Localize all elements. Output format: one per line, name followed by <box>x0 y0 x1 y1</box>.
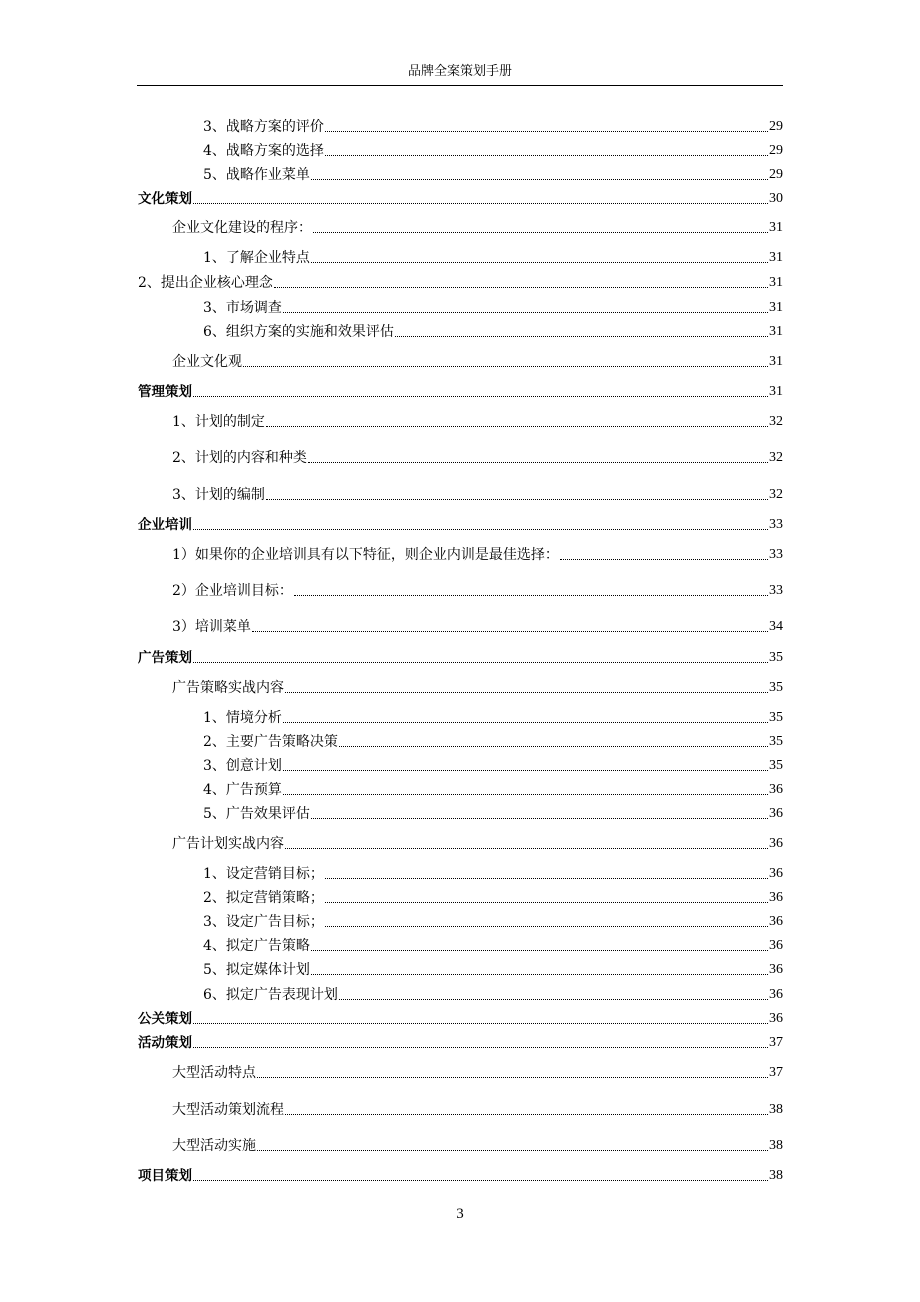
toc-entry-page-number: 36 <box>769 962 783 977</box>
toc-entry-title: 3）培训菜单 <box>172 619 251 635</box>
toc-entry-title: 1）如果你的企业培训具有以下特征，则企业内训是最佳选择： <box>172 547 559 563</box>
toc-entry-title: 5、拟定媒体计划 <box>203 962 310 978</box>
toc-entry[interactable] <box>172 351 783 371</box>
toc-dot-leader <box>325 878 768 879</box>
footer-page-number: 3 <box>456 1206 464 1222</box>
toc-dot-leader <box>193 1180 768 1181</box>
toc-entry[interactable] <box>203 935 783 955</box>
toc-entry-page-number: 31 <box>769 384 783 399</box>
toc-entry-page-number: 31 <box>769 220 783 235</box>
toc-entry[interactable] <box>172 544 783 564</box>
toc-entry-page-number: 29 <box>769 167 783 182</box>
toc-entry-page-number: 37 <box>769 1065 783 1080</box>
toc-dot-leader <box>285 1114 768 1115</box>
toc-entry-page-number: 36 <box>769 782 783 797</box>
toc-dot-leader <box>325 131 768 132</box>
toc-entry[interactable] <box>138 381 783 401</box>
toc-entry-title: 管理策划 <box>138 384 192 400</box>
toc-entry-page-number: 36 <box>769 914 783 929</box>
toc-entry[interactable] <box>203 297 783 317</box>
toc-entry-title: 2、计划的内容和种类 <box>172 450 307 466</box>
toc-entry-title: 2、主要广告策略决策 <box>203 734 338 750</box>
toc-dot-leader <box>311 974 768 975</box>
toc-entry-page-number: 38 <box>769 1168 783 1183</box>
toc-entry[interactable] <box>172 677 783 697</box>
toc-dot-leader <box>283 770 768 771</box>
toc-entry-page-number: 31 <box>769 324 783 339</box>
toc-entry-title: 1、了解企业特点 <box>203 250 310 266</box>
toc-entry-title: 3、市场调查 <box>203 300 282 316</box>
toc-entry[interactable] <box>138 1008 783 1028</box>
toc-dot-leader <box>560 559 768 560</box>
toc-entry[interactable] <box>203 731 783 751</box>
toc-dot-leader <box>193 396 768 397</box>
toc-dot-leader <box>193 1047 768 1048</box>
toc-dot-leader <box>285 848 768 849</box>
toc-entry-title: 4、广告预算 <box>203 782 282 798</box>
toc-entry-title: 文化策划 <box>138 191 192 207</box>
toc-entry-title: 4、战略方案的选择 <box>203 143 324 159</box>
toc-entry-title: 5、战略作业菜单 <box>203 167 310 183</box>
toc-dot-leader <box>274 287 768 288</box>
toc-entry[interactable] <box>203 779 783 799</box>
toc-entry[interactable] <box>203 863 783 883</box>
toc-entry-page-number: 32 <box>769 487 783 502</box>
toc-dot-leader <box>325 926 768 927</box>
toc-dot-leader <box>311 262 768 263</box>
toc-dot-leader <box>193 662 768 663</box>
toc-entry-page-number: 35 <box>769 710 783 725</box>
toc-dot-leader <box>283 794 768 795</box>
toc-dot-leader <box>325 155 768 156</box>
toc-entry[interactable] <box>203 164 783 184</box>
toc-entry[interactable] <box>138 514 783 534</box>
toc-entry[interactable] <box>172 484 783 504</box>
toc-dot-leader <box>339 999 768 1000</box>
toc-entry-title: 5、广告效果评估 <box>203 806 310 822</box>
toc-entry-page-number: 38 <box>769 1138 783 1153</box>
toc-entry-page-number: 32 <box>769 450 783 465</box>
toc-entry[interactable] <box>203 321 783 341</box>
toc-dot-leader <box>243 366 768 367</box>
toc-dot-leader <box>283 312 768 313</box>
toc-entry-page-number: 35 <box>769 680 783 695</box>
toc-entry[interactable] <box>172 616 783 636</box>
toc-entry-title: 3、创意计划 <box>203 758 282 774</box>
toc-entry[interactable] <box>172 411 783 431</box>
toc-entry[interactable] <box>203 803 783 823</box>
toc-entry[interactable] <box>172 217 783 237</box>
toc-entry-page-number: 32 <box>769 414 783 429</box>
toc-entry-page-number: 36 <box>769 890 783 905</box>
toc-entry-title: 企业文化观 <box>172 354 242 370</box>
toc-entry-title: 3、设定广告目标； <box>203 914 324 930</box>
toc-dot-leader <box>311 818 768 819</box>
toc-entry-page-number: 31 <box>769 250 783 265</box>
toc-entry-page-number: 30 <box>769 191 783 206</box>
toc-entry-page-number: 34 <box>769 619 783 634</box>
toc-entry[interactable] <box>203 116 783 136</box>
toc-entry-page-number: 31 <box>769 354 783 369</box>
toc-dot-leader <box>283 722 768 723</box>
toc-entry-title: 2、提出企业核心理念 <box>138 275 273 291</box>
toc-entry-page-number: 33 <box>769 517 783 532</box>
toc-entry[interactable] <box>172 580 783 600</box>
toc-entry[interactable] <box>203 984 783 1004</box>
toc-entry-title: 3、战略方案的评价 <box>203 119 324 135</box>
toc-entry-title: 广告计划实战内容 <box>172 836 284 852</box>
toc-entry-title: 4、拟定广告策略 <box>203 938 310 954</box>
toc-entry[interactable] <box>203 911 783 931</box>
toc-entry-title: 6、组织方案的实施和效果评估 <box>203 324 394 340</box>
toc-entry-page-number: 35 <box>769 650 783 665</box>
toc-entry-title: 公关策划 <box>138 1011 192 1027</box>
toc-entry[interactable] <box>138 188 783 208</box>
toc-entry-page-number: 31 <box>769 275 783 290</box>
toc-dot-leader <box>311 950 768 951</box>
toc-entry-title: 1、计划的制定 <box>172 414 265 430</box>
toc-entry-title: 1、设定营销目标； <box>203 866 324 882</box>
toc-entry-title: 广告策略实战内容 <box>172 680 284 696</box>
toc-entry[interactable] <box>203 247 783 267</box>
toc-entry-title: 活动策划 <box>138 1035 192 1051</box>
toc-entry-page-number: 36 <box>769 987 783 1002</box>
toc-dot-leader <box>193 1023 768 1024</box>
toc-entry[interactable] <box>203 140 783 160</box>
toc-entry-title: 项目策划 <box>138 1168 192 1184</box>
toc-dot-leader <box>257 1150 768 1151</box>
toc-entry-title: 1、情境分析 <box>203 710 282 726</box>
toc-entry-title: 广告策划 <box>138 650 192 666</box>
toc-entry-title: 3、计划的编制 <box>172 487 265 503</box>
toc-dot-leader <box>395 336 768 337</box>
toc-dot-leader <box>257 1077 768 1078</box>
toc-entry[interactable] <box>138 1165 783 1185</box>
toc-entry[interactable] <box>138 272 783 292</box>
toc-entry[interactable] <box>172 1099 783 1119</box>
toc-dot-leader <box>266 426 768 427</box>
header-title: 品牌全案策划手册 <box>407 64 512 79</box>
toc-dot-leader <box>339 746 768 747</box>
toc-entry-title: 2、拟定营销策略； <box>203 890 324 906</box>
toc-entry[interactable] <box>172 447 783 467</box>
toc-entry-page-number: 36 <box>769 806 783 821</box>
toc-entry-title: 6、拟定广告表现计划 <box>203 987 338 1003</box>
toc-entry[interactable] <box>172 833 783 853</box>
toc-dot-leader <box>308 462 768 463</box>
toc-dot-leader <box>294 595 768 596</box>
toc-dot-leader <box>313 232 768 233</box>
toc-entry-page-number: 36 <box>769 836 783 851</box>
toc-entry-page-number: 36 <box>769 866 783 881</box>
toc-entry[interactable] <box>138 1032 783 1052</box>
toc-entry-title: 大型活动特点 <box>172 1065 256 1081</box>
toc-entry[interactable] <box>172 1062 783 1082</box>
toc-dot-leader <box>311 179 768 180</box>
toc-entry-title: 2）企业培训目标： <box>172 583 293 599</box>
toc-entry[interactable] <box>203 707 783 727</box>
toc-entry-page-number: 36 <box>769 938 783 953</box>
toc-dot-leader <box>266 499 768 500</box>
toc-entry-title: 企业文化建设的程序： <box>172 220 312 236</box>
toc-entry-page-number: 37 <box>769 1035 783 1050</box>
toc-dot-leader <box>193 203 768 204</box>
toc-entry[interactable] <box>203 887 783 907</box>
toc-entry[interactable] <box>138 647 783 667</box>
toc-entry-title: 大型活动实施 <box>172 1138 256 1154</box>
toc-entry-page-number: 38 <box>769 1102 783 1117</box>
toc-dot-leader <box>325 902 768 903</box>
toc-entry-page-number: 35 <box>769 758 783 773</box>
toc-entry-page-number: 33 <box>769 583 783 598</box>
toc-entry-page-number: 31 <box>769 300 783 315</box>
toc-entry[interactable] <box>203 959 783 979</box>
toc-entry-page-number: 33 <box>769 547 783 562</box>
toc-entry-page-number: 35 <box>769 734 783 749</box>
toc-entry-page-number: 29 <box>769 143 783 158</box>
toc-dot-leader <box>252 631 768 632</box>
toc-entry-page-number: 36 <box>769 1011 783 1026</box>
toc-dot-leader <box>285 692 768 693</box>
toc-entry[interactable] <box>172 1135 783 1155</box>
toc-entry-title: 企业培训 <box>138 517 192 533</box>
toc-dot-leader <box>193 529 768 530</box>
toc-entry-title: 大型活动策划流程 <box>172 1102 284 1118</box>
toc-entry[interactable] <box>203 755 783 775</box>
toc-entry-page-number: 29 <box>769 119 783 134</box>
